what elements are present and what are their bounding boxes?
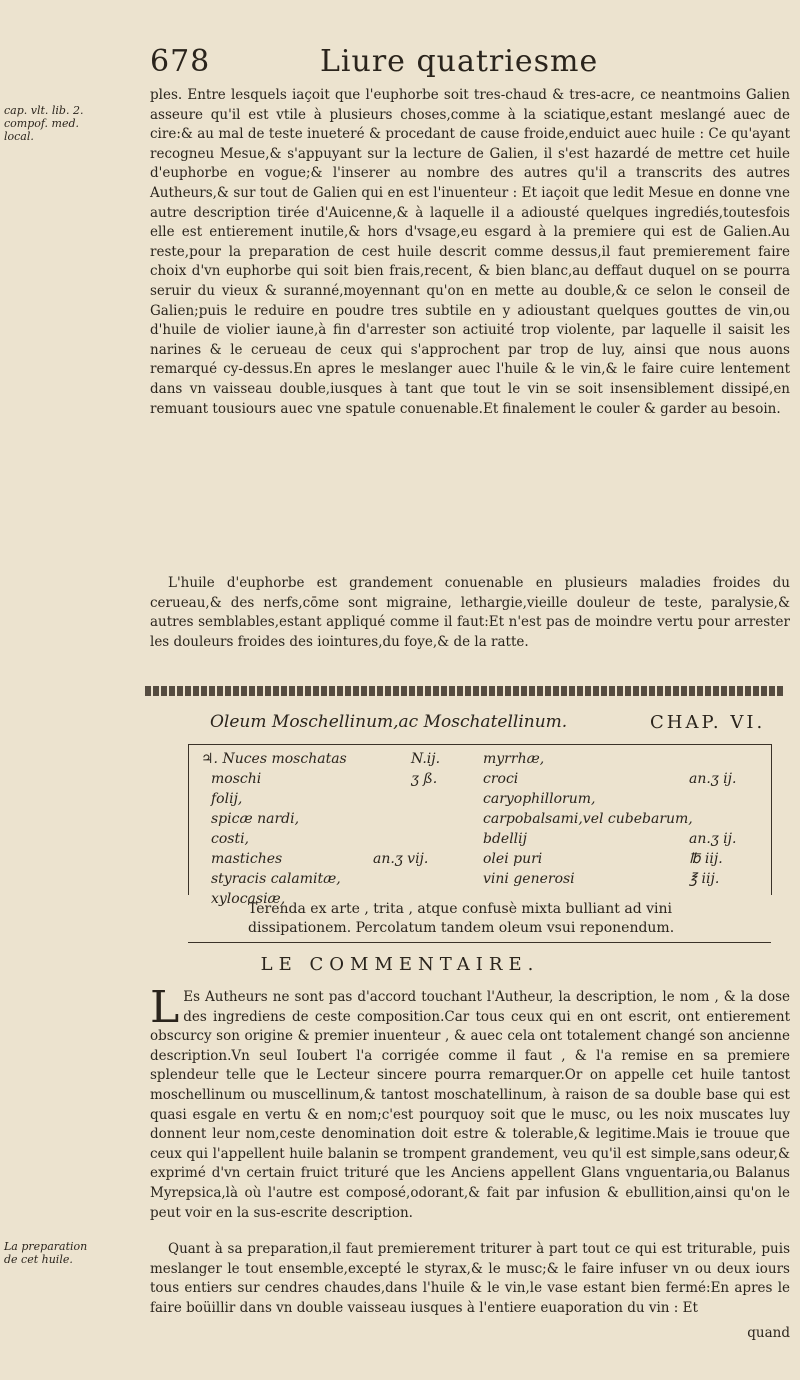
- ingredient: bdellij: [483, 831, 527, 847]
- amount: an.ʒ ij.: [689, 831, 737, 847]
- recipe-row: [483, 769, 765, 789]
- recipe-row: [201, 769, 501, 789]
- paragraph-text: ples. Entre lesquels iaçoit que l'euphorbe soit tres-chaud & tres-acre, ce neantmoins Galien asseure qu'il est vtile à plusieurs choses,comme à la sciatique,estant meslangé auec de cire:& au mal de teste inueteré & procedant de cause froide,enduict auec huile : Ce qu'ayant recogneu Mesue,& s'appuyant sur la lecture de Galien, il s'est hazardé de mettre cet huile d'euphorbe en vogue;& l'inserer au nombre des autres qu'il a transcrits des autres Autheurs,& sur tout de Galien qui en est l'inuenteur : Et iaçoit que ledit Mesue en donne vne autre description tirée d'Auicenne,& à laquelle il a adiousté quelques ingrediés,toutesfois elle est entierement inutile,& hors d'vsage,eu esgard à la premiere qui est de Galien.Au reste,pour la preparation de cest huile descrit comme dessus,il faut premierement faire choix d'vn euphorbe qui soit bien frais,recent, & bien blanc,au deffaut duquel on se pourra seruir du vieux & suranné,moyennant qu'on en mette au double,& ce selon le conseil de Galien;puis le reduire en poudre tres subtile en y adioustant quelques gouttes de vin,ou d'huile de violier iaune,à fin d'arrester son actiuité trop violente, par laquelle il saisit les narines & le cerueau de ceux qui s'approchent par trop de luy, ainsi que nous auons remarqué cy-dessus.En apres le meslanger auec l'huile & le vin,& le faire cuire lentement dans vn vaisseau double,iusques à tant que tout le vin se soit insensiblement dissipé,en remuant tousiours auec vne spatule conuenable.Et finalement le couler & garder au besoin.: [150, 87, 790, 417]
- recipe-row: [483, 789, 765, 809]
- ingredient: myrrhæ,: [483, 751, 545, 767]
- recipe-row: [483, 809, 765, 829]
- drop-cap: L: [150, 982, 180, 1033]
- commentary-paragraph-2: [150, 1240, 790, 1318]
- ingredient: vini generosi: [483, 871, 575, 887]
- ingredient: croci: [483, 771, 519, 787]
- commentary-paragraph-1: [150, 982, 790, 1223]
- recipe-row: [201, 829, 501, 849]
- page-header: [150, 44, 790, 84]
- recipe-box: [188, 744, 772, 907]
- running-title: Liure quatriesme: [320, 44, 599, 79]
- ingredient: styracis calamitæ,: [211, 871, 341, 887]
- margin-note-line: La preparation: [4, 1240, 88, 1253]
- recipe-box-bottom-rule: [188, 942, 771, 943]
- chapter-heading: [210, 712, 790, 734]
- margin-note-preparation: [4, 1240, 100, 1266]
- recipe-row: [483, 829, 765, 849]
- commentary-heading: LE COMMENTAIRE.: [260, 954, 540, 975]
- recipe-row: [201, 789, 501, 809]
- ingredient: ♃. Nuces moschatas: [201, 751, 347, 767]
- page-number: 678: [150, 44, 211, 79]
- chapter-title: Oleum Moschellinum,ac Moschatellinum.: [210, 712, 568, 732]
- amount: an.ʒ vij.: [373, 851, 429, 867]
- amount: an.ʒ ij.: [689, 771, 737, 787]
- ingredient: folij,: [211, 791, 243, 807]
- ingredient: spicæ nardi,: [211, 811, 300, 827]
- margin-note-line: cap. vlt. lib. 2.: [4, 104, 84, 117]
- amount: N.ij.: [411, 751, 441, 767]
- amount: ℥ iij.: [689, 871, 720, 887]
- ingredient: xylocasiæ,: [211, 891, 286, 907]
- recipe-row: [201, 869, 501, 889]
- recipe-row: [201, 849, 501, 869]
- paragraph-text: Quant à sa preparation,il faut premierement triturer à part tout ce qui est triturable, puis meslanger le tout ensemble,excepté le styrax,& le musc;& le faire infuser vn ou deux iours tous entiers sur cendres chaudes,dans l'huile & le vin,le vase estant bien fermé:En apres le faire boüillir dans vn double vaisseau iusques à l'entiere euaporation du vin : Et: [150, 1241, 790, 1316]
- chapter-label: CHAP. VI.: [650, 712, 766, 733]
- margin-note-reference: [4, 104, 100, 143]
- recipe-row: [483, 869, 765, 889]
- margin-note-line: local.: [4, 130, 34, 143]
- ingredient: caryophillorum,: [483, 791, 596, 807]
- ornamental-divider: [145, 686, 785, 696]
- margin-note-line: de cet huile.: [4, 1253, 73, 1266]
- paragraph-text: L'huile d'euphorbe est grandement conuenable en plusieurs maladies froides du cerueau,& des nerfs,cōme sont migraine, lethargie,vieille douleur de teste, paralysie,& autres semblables,estant appliqué comme il faut:Et n'est pas de moindre vertu pour arrester les douleurs froides des iointures,du foye,& de la ratte.: [150, 575, 790, 650]
- margin-note-line: compof. med.: [4, 117, 80, 130]
- recipe-left-column: [201, 749, 501, 909]
- ingredient: olei puri: [483, 851, 543, 867]
- catchword: [700, 1324, 790, 1344]
- recipe-row: [201, 749, 501, 769]
- recipe-right-column: [483, 749, 765, 889]
- catchword-text: quand: [747, 1325, 790, 1341]
- recipe-instructions: Terenda ex arte , trita , atque confusè mixta bulliant ad vini dissipationem. Percolatum tandem oleum vsui reponendum.: [248, 901, 675, 936]
- recipe-row: [201, 809, 501, 829]
- ingredient: costi,: [211, 831, 250, 847]
- body-paragraph-1: [150, 86, 790, 419]
- ingredient: moschi: [211, 771, 262, 787]
- amount: ʒ ß.: [411, 771, 438, 787]
- paragraph-text: [150, 982, 790, 1223]
- body-paragraph-2: [150, 574, 790, 652]
- amount: ℔ iij.: [689, 851, 723, 867]
- commentary-text: Es Autheurs ne sont pas d'accord touchant l'Autheur, la description, le nom , & la dose des ingrediens de ceste composition.Car tous ceux qui en ont escrit, ont entierement obscurcy son origine & premier inuenteur , & auec cela ont totalement changé son ancienne description.Vn seul Ioubert l'a corrigée comme il faut , & l'a remise en sa premiere splendeur telle que le Lecteur sincere pourra remarquer.Or on appelle cet huile tantost moschellinum ou muscellinum,& tantost moschatellinum, à raison de sa double base qui est quasi esgale en vertu & en nom;c'est pourquoy soit que le musc, ou les noix muscates luy donnent leur nom,ceste denomination doit estre & tolerable,& legitime.Mais ie trouue que ceux qui l'appellent huile balanin se trompent grandement, veu qu'il est simple,sans odeur,& exprimé d'vn certain fruict trituré que les Anciens appellent Glans vnguentaria,ou Balanus Myrepsica,là où l'autre est composé,odorant,& fait par infusion & ebullition,ainsi qu'on le peut voir en la sus-escrite description.: [150, 989, 790, 1221]
- recipe-row: [483, 749, 765, 769]
- recipe-row: [483, 849, 765, 869]
- ingredient: carpobalsami,vel cubebarum,: [483, 811, 693, 827]
- ingredient: mastiches: [211, 851, 283, 867]
